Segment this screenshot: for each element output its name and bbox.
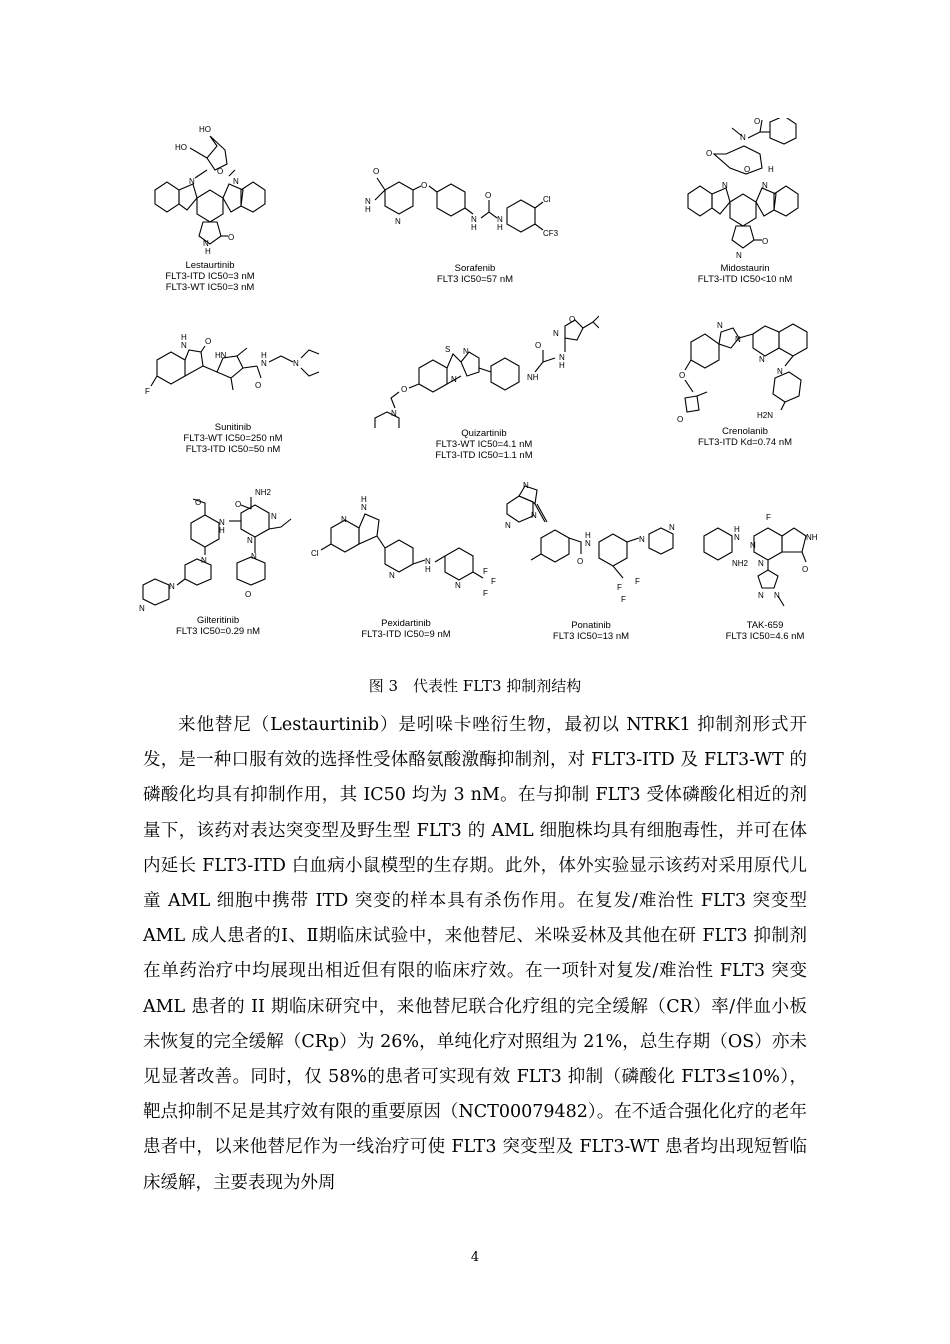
- svg-text:H: H: [360, 495, 367, 504]
- svg-text:F: F: [490, 577, 496, 586]
- crenolanib-structure: [665, 318, 825, 426]
- svg-text:HO: HO: [199, 125, 211, 134]
- svg-text:O: O: [535, 341, 542, 350]
- svg-text:N: N: [722, 181, 728, 190]
- svg-text:F: F: [620, 595, 626, 604]
- svg-text:O: O: [569, 315, 576, 324]
- svg-text:NH: NH: [805, 533, 818, 542]
- compound-activity: FLT3 IC50=0.29 nM: [175, 626, 261, 637]
- svg-text:N: N: [395, 217, 401, 226]
- svg-text:N: N: [340, 515, 347, 524]
- svg-text:O: O: [205, 337, 212, 346]
- compound-quizartinib: [366, 312, 602, 461]
- svg-text:N: N: [668, 523, 675, 532]
- svg-text:NH: NH: [527, 373, 539, 382]
- compound-name: Lestaurtinib: [185, 260, 235, 271]
- body-text: [143, 708, 807, 1201]
- svg-text:NH2: NH2: [731, 559, 748, 568]
- page-number: 4: [470, 1250, 480, 1265]
- svg-text:N: N: [733, 533, 740, 542]
- svg-text:N: N: [200, 556, 207, 565]
- svg-text:N: N: [218, 518, 225, 527]
- svg-text:N: N: [735, 335, 741, 344]
- svg-text:N: N: [270, 512, 277, 521]
- svg-text:O: O: [485, 191, 492, 200]
- svg-text:HN: HN: [215, 351, 227, 360]
- compound-pexidartinib: [306, 492, 506, 640]
- svg-text:H: H: [424, 565, 431, 574]
- compound-activity: FLT3-ITD IC50<10 nM: [697, 274, 793, 285]
- svg-text:N: N: [250, 552, 257, 561]
- svg-text:N: N: [233, 177, 239, 186]
- svg-text:N: N: [749, 541, 756, 550]
- compound-activity: FLT3-ITD IC50=9 nM: [361, 629, 451, 640]
- svg-text:F: F: [145, 387, 150, 396]
- svg-text:N: N: [638, 535, 645, 544]
- compound-activity: FLT3-ITD IC50=50 nM: [185, 444, 281, 455]
- lestaurtinib-structure: [135, 118, 285, 260]
- svg-text:N: N: [759, 355, 765, 364]
- sunitinib-structure: [143, 330, 323, 422]
- figure-3: [0, 0, 950, 660]
- svg-text:H: H: [584, 531, 591, 540]
- gilteritinib-structure: [131, 485, 306, 615]
- svg-text:N: N: [388, 571, 395, 580]
- svg-text:N: N: [762, 181, 768, 190]
- svg-text:S: S: [445, 345, 451, 354]
- pexidartinib-structure: [309, 492, 504, 618]
- compound-sorafenib: [360, 158, 590, 285]
- svg-text:N: N: [757, 559, 764, 568]
- svg-text:F: F: [634, 577, 640, 586]
- compound-activity: FLT3 IC50=13 nM: [552, 631, 630, 642]
- compound-activity: FLT3-WT IC50=4.1 nM: [435, 439, 533, 450]
- compound-crenolanib: [660, 318, 830, 448]
- compound-name: Pexidartinib: [381, 618, 431, 629]
- compound-sunitinib: [138, 330, 328, 455]
- svg-text:Cl: Cl: [543, 195, 551, 204]
- svg-text:H: H: [218, 526, 225, 535]
- svg-text:N: N: [553, 329, 559, 338]
- compound-name: Sunitinib: [214, 422, 252, 433]
- tak-659-structure: [698, 510, 833, 620]
- svg-text:O: O: [401, 385, 408, 394]
- midostaurin-structure: [670, 118, 820, 263]
- svg-text:N: N: [504, 521, 511, 530]
- svg-text:N: N: [246, 536, 253, 545]
- svg-text:O: O: [421, 181, 428, 190]
- svg-text:N: N: [717, 321, 723, 330]
- compound-name: Crenolanib: [722, 426, 768, 437]
- svg-text:O: O: [744, 165, 751, 174]
- compound-name: Midostaurin: [720, 263, 770, 274]
- svg-text:H: H: [733, 525, 740, 534]
- ponatinib-structure: [499, 478, 684, 620]
- svg-text:H: H: [471, 223, 477, 232]
- svg-text:N: N: [451, 375, 457, 384]
- svg-text:O: O: [801, 565, 808, 574]
- svg-text:N: N: [522, 481, 529, 490]
- svg-text:F: F: [765, 513, 771, 522]
- compound-activity: FLT3-ITD Kd=0.74 nM: [697, 437, 793, 448]
- svg-text:O: O: [754, 118, 761, 126]
- svg-text:O: O: [217, 167, 224, 176]
- compound-activity: FLT3 IC50=4.6 nM: [725, 631, 805, 642]
- svg-text:F: F: [616, 583, 622, 592]
- svg-text:N: N: [463, 347, 469, 356]
- quizartinib-structure: [369, 312, 599, 428]
- svg-text:N: N: [293, 359, 299, 368]
- compound-name: Gilteritinib: [196, 615, 240, 626]
- svg-text:N: N: [365, 197, 371, 206]
- compound-activity: FLT3 IC50=57 nM: [436, 274, 514, 285]
- svg-text:O: O: [194, 498, 201, 507]
- svg-text:O: O: [679, 371, 686, 380]
- svg-text:O: O: [373, 167, 380, 176]
- svg-text:N: N: [391, 409, 397, 418]
- svg-text:Cl: Cl: [310, 549, 319, 558]
- compound-name: Ponatinib: [571, 620, 611, 631]
- svg-text:N: N: [757, 591, 764, 600]
- svg-text:H: H: [365, 205, 371, 214]
- svg-text:N: N: [559, 353, 565, 362]
- svg-text:N: N: [189, 177, 195, 186]
- compound-ponatinib: [496, 478, 686, 642]
- svg-text:N: N: [360, 503, 367, 512]
- svg-text:O: O: [762, 237, 769, 246]
- svg-text:O: O: [677, 415, 684, 424]
- compound-gilteritinib: [128, 485, 308, 637]
- svg-text:F: F: [482, 567, 488, 576]
- svg-text:NH2: NH2: [254, 488, 271, 497]
- svg-text:H2N: H2N: [757, 411, 774, 420]
- svg-text:H: H: [261, 351, 267, 360]
- svg-text:H: H: [205, 247, 211, 256]
- compound-name: Sorafenib: [454, 263, 496, 274]
- sorafenib-structure: [365, 158, 585, 263]
- svg-text:H: H: [181, 333, 187, 342]
- compound-midostaurin: [665, 118, 825, 285]
- svg-text:N: N: [584, 539, 591, 548]
- compound-name: Quizartinib: [461, 428, 507, 439]
- svg-text:N: N: [530, 511, 537, 520]
- compound-activity: FLT3-ITD IC50=1.1 nM: [435, 450, 533, 461]
- svg-text:N: N: [736, 251, 742, 260]
- svg-text:N: N: [740, 133, 746, 142]
- svg-text:CF3: CF3: [543, 229, 559, 238]
- compound-activity: FLT3-ITD IC50=3 nM: [165, 271, 255, 282]
- compound-lestaurtinib: [130, 118, 290, 293]
- svg-text:N: N: [181, 341, 187, 350]
- svg-text:N: N: [773, 591, 780, 600]
- svg-text:N: N: [261, 359, 267, 368]
- svg-text:N: N: [471, 215, 477, 224]
- svg-text:H: H: [559, 361, 565, 370]
- svg-text:O: O: [244, 590, 251, 599]
- svg-text:F: F: [482, 589, 488, 598]
- svg-text:O: O: [255, 381, 262, 390]
- svg-text:N: N: [777, 367, 783, 376]
- compound-activity: FLT3-WT IC50=250 nM: [183, 433, 283, 444]
- svg-text:N: N: [203, 239, 209, 248]
- svg-text:O: O: [576, 557, 583, 566]
- compound-name: TAK-659: [746, 620, 784, 631]
- figure-caption: 图 3 代表性 FLT3 抑制剂结构: [368, 677, 582, 695]
- svg-text:N: N: [454, 581, 461, 590]
- svg-text:N: N: [497, 215, 503, 224]
- svg-text:H: H: [768, 165, 774, 174]
- compound-tak-659: [695, 510, 835, 642]
- svg-text:O: O: [228, 233, 235, 242]
- paragraph: 来他替尼（Lestaurtinib）是吲哚卡唑衍生物，最初以 NTRK1 抑制剂形式开发，是一种口服有效的选择性受体酪氨酸激酶抑制剂，对 FLT3-ITD 及 FLT3-WT 的磷酸化均具有抑制作用，其 IC50 均为 3 nM。在与抑制 FLT3 受体磷酸化相近的剂量下，该药对表达突变型及野生型 FLT3 的 AML 细胞株均具有细胞毒性，并可在体内延长 FLT3-ITD 白血病小鼠模型的生存期。此外，体外实验显示该药对采用原代儿童 AML 细胞中携带 ITD 突变的样本具有杀伤作用。在复发/难治性 FLT3 突变型 AML 成人患者的Ⅰ、Ⅱ期临床试验中，来他替尼、米哚妥林及其他在研 FLT3 抑制剂在单药治疗中均展现出相近但有限的临床疗效。在一项针对复发/难治性 FLT3 突变 AML 患者的 II 期临床研究中，来他替尼联合化疗组的完全缓解（CR）率/伴血小板未恢复的完全缓解（CRp）为 26%，单纯化疗对照组为 21%，总生存期（OS）亦未见显著改善。同时，仅 58%的患者可实现有效 FLT3 抑制（磷酸化 FLT3≤10%），靶点抑制不足是其疗效有限的重要原因（NCT00079482）。在不适合强化化疗的老年患者中，以来他替尼作为一线治疗可使 FLT3 突变型及 FLT3-WT 患者均出现短暂临床缓解，主要表现为外周: [143, 715, 807, 1193]
- svg-text:HO: HO: [175, 143, 187, 152]
- svg-text:O: O: [706, 149, 713, 158]
- svg-text:N: N: [138, 604, 145, 613]
- svg-text:N: N: [168, 582, 175, 591]
- svg-text:H: H: [497, 223, 503, 232]
- svg-text:N: N: [424, 557, 431, 566]
- svg-text:O: O: [234, 500, 241, 509]
- compound-activity: FLT3-WT IC50=3 nM: [165, 282, 255, 293]
